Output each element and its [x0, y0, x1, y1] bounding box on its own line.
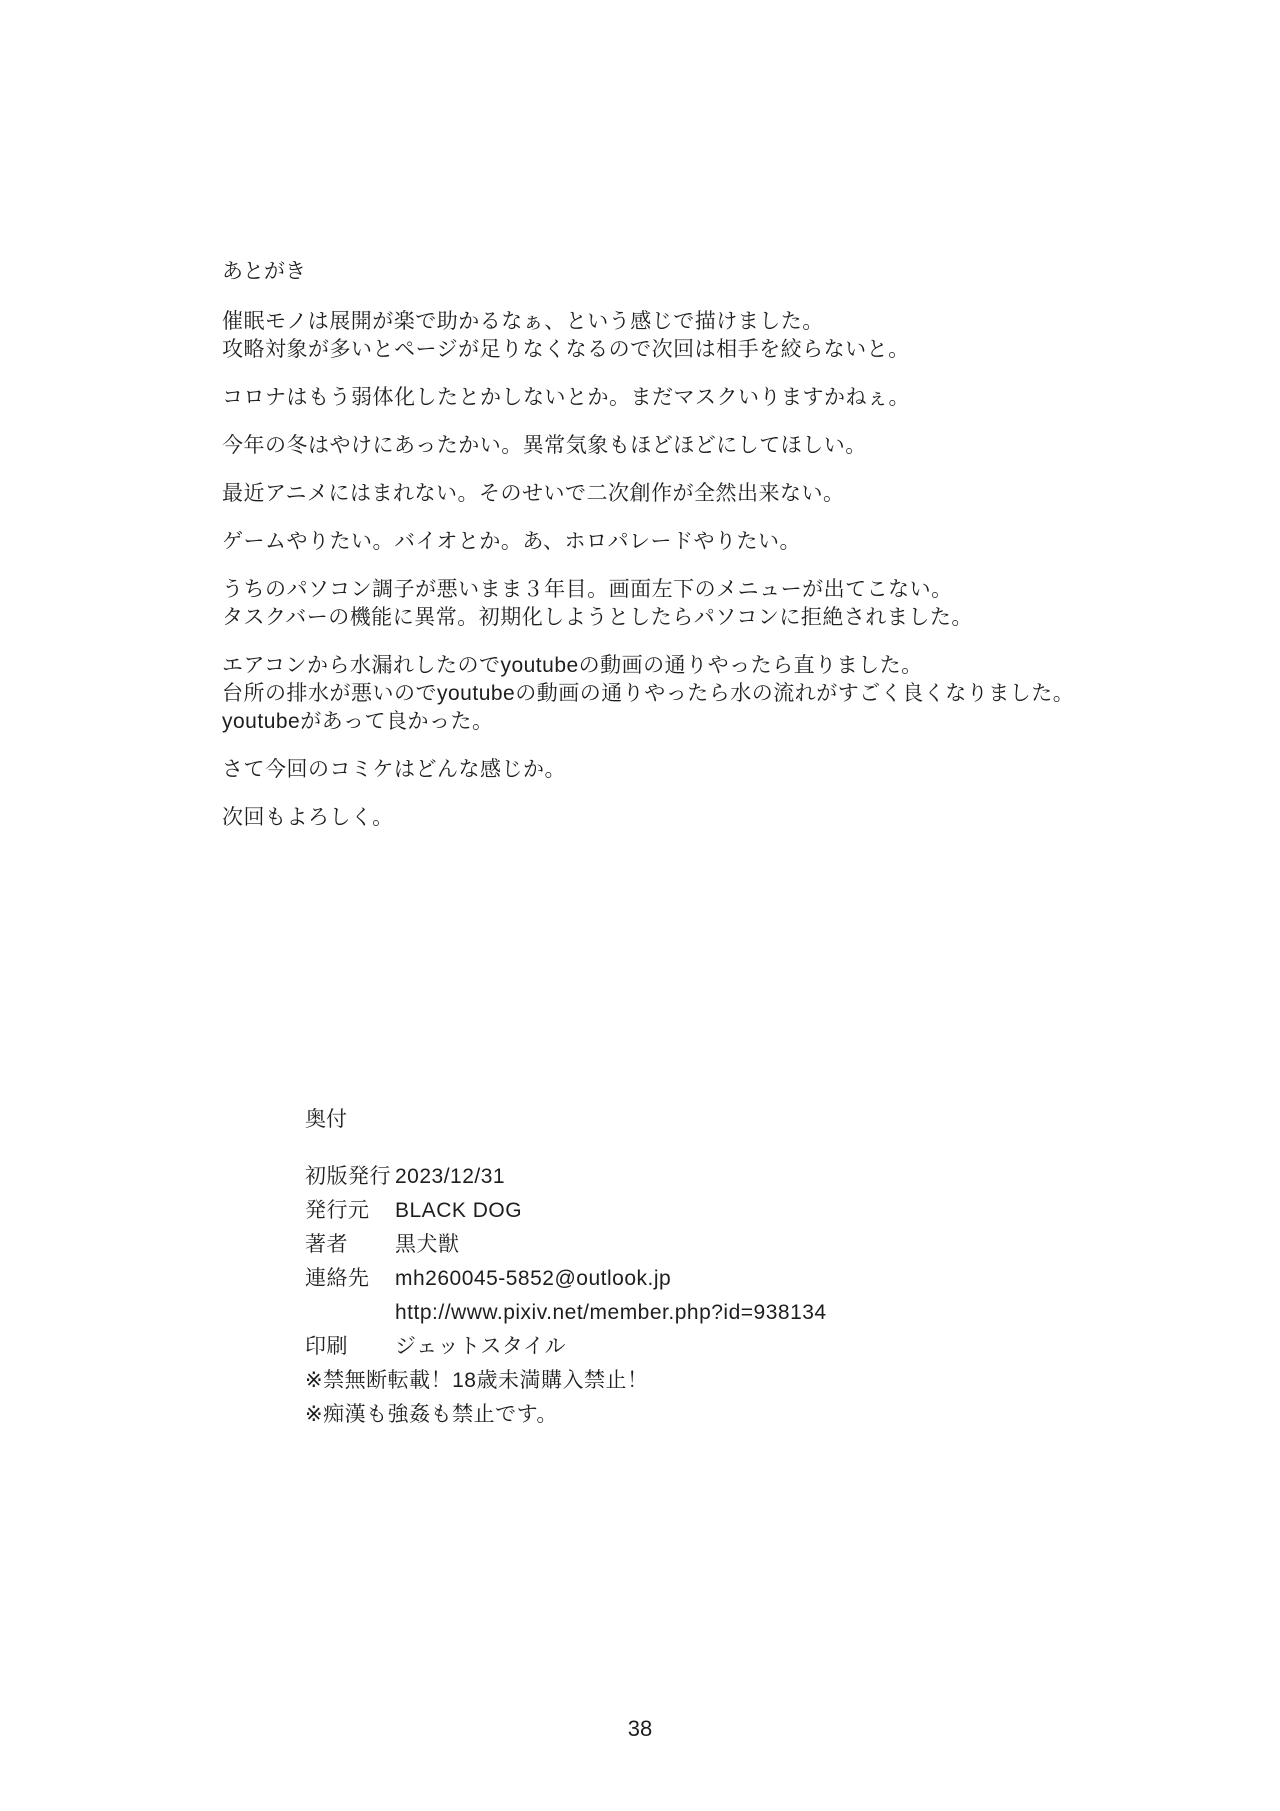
colophon-label: 連絡先 [305, 1267, 370, 1290]
colophon-row [305, 1296, 827, 1330]
colophon-label [305, 1296, 395, 1330]
paragraph [222, 384, 1074, 412]
colophon-label: 初版発行 [305, 1165, 391, 1188]
paragraph-line: さて今回のコミケはどんな感じか。 [222, 758, 566, 781]
colophon-note: ※痴漢も強姦も禁止です。 [305, 1403, 558, 1426]
paragraph-line: 最近アニメにはまれない。そのせいで二次創作が全然出来ない。 [222, 482, 845, 505]
colophon-value: ジェットスタイル [395, 1335, 566, 1358]
paragraph [222, 652, 1074, 736]
paragraph-line: 次回もよろしく。 [222, 806, 394, 829]
colophon-row [305, 1160, 827, 1194]
paragraph-line: 台所の排水が悪いのでyoutubeの動画の通りやったら水の流れがすごく良くなりました。 [222, 682, 1075, 705]
colophon-row [305, 1228, 827, 1262]
colophon-heading: 奥付 [305, 1108, 347, 1131]
paragraph-line: youtubeがあって良かった。 [222, 710, 494, 733]
paragraph-line: ゲームやりたい。バイオとか。あ、ホロパレードやりたい。 [222, 530, 802, 553]
colophon-rows [305, 1160, 827, 1364]
paragraph [222, 528, 1074, 556]
paragraph [222, 804, 1074, 832]
colophon-label: 印刷 [305, 1335, 348, 1358]
colophon-section [305, 1106, 827, 1432]
page-number: 38 [627, 1716, 653, 1741]
colophon-value: BLACK DOG [395, 1199, 523, 1222]
afterword-section [222, 258, 1074, 852]
afterword-paragraphs [222, 308, 1074, 832]
paragraph-line: エアコンから水漏れしたのでyoutubeの動画の通りやったら直りました。 [222, 654, 923, 677]
colophon-value: 2023/12/31 [395, 1165, 506, 1188]
colophon-notes [305, 1364, 827, 1432]
colophon-value: mh260045-5852@outlook.jp [395, 1267, 672, 1290]
colophon-label: 著者 [305, 1233, 348, 1256]
paragraph [222, 432, 1074, 460]
paragraph [222, 480, 1074, 508]
paragraph-line: 攻略対象が多いとページが足りなくなるので次回は相手を絞らないと。 [222, 338, 910, 361]
paragraph-line: 今年の冬はやけにあったかい。異常気象もほどほどにしてほしい。 [222, 434, 867, 457]
paragraph-line: コロナはもう弱体化したとかしないとか。まだマスクいりますかねぇ。 [222, 386, 910, 409]
afterword-title: あとがき [222, 260, 306, 283]
colophon-value: http://www.pixiv.net/member.php?id=938134 [395, 1301, 827, 1324]
paragraph-line: うちのパソコン調子が悪いまま３年目。画面左下のメニューが出てこない。 [222, 578, 953, 601]
colophon-row [305, 1194, 827, 1228]
paragraph [222, 756, 1074, 784]
colophon-note: ※禁無断転載！18歳未満購入禁止！ [305, 1369, 649, 1392]
paragraph-line: タスクバーの機能に異常。初期化しようとしたらパソコンに拒絶されました。 [222, 606, 973, 629]
paragraph [222, 308, 1074, 364]
paragraph-line: 催眠モノは展開が楽で助かるなぁ、という感じで描けました。 [222, 310, 824, 333]
colophon-value: 黒犬獣 [395, 1233, 460, 1256]
paragraph [222, 576, 1074, 632]
colophon-label: 発行元 [305, 1199, 370, 1222]
colophon-row [305, 1262, 827, 1296]
colophon-row [305, 1330, 827, 1364]
